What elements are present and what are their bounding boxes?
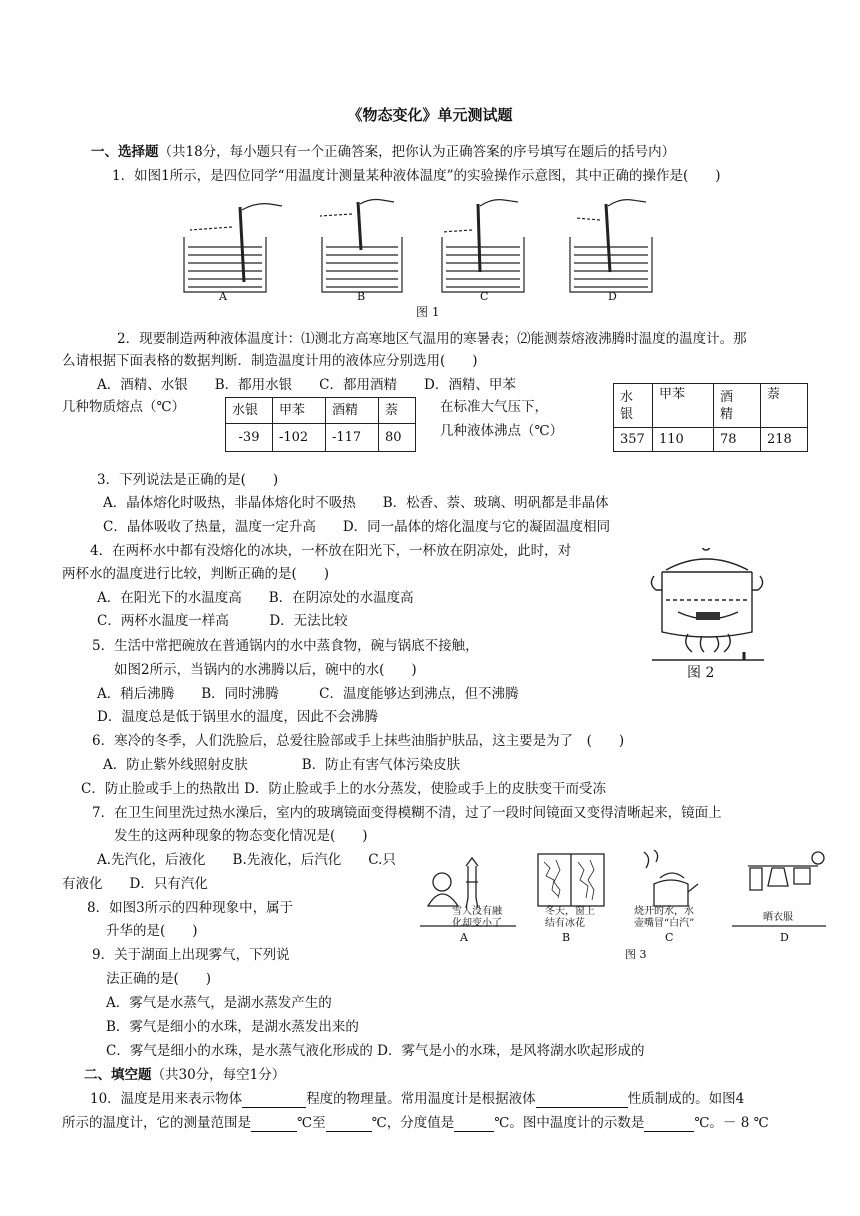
q3-stem: 3．下列说法是正确的是( ): [97, 472, 279, 488]
fig3-caption-b: 冬天，窗上 结有冰花: [545, 906, 595, 929]
melt-value: -39: [226, 424, 273, 452]
boil-header: 萘: [761, 384, 808, 428]
figure-2-steamer: [648, 548, 768, 664]
fig3-caption-c: 烧开的水，水 壶嘴冒“白汽”: [634, 906, 695, 929]
q6-options-cd: C．防止脸或手上的热散出 D．防止脸或手上的水分蒸发，使脸或手上的皮肤变干而受冻: [81, 781, 606, 797]
fig1-caption: 图 1: [416, 305, 440, 319]
melt-header: 水银: [226, 398, 273, 424]
answer-blank[interactable]: [326, 1117, 372, 1132]
section2-line: [84, 1066, 285, 1084]
q10-line1: [90, 1090, 744, 1108]
fig3-caption-a: 雪人没有融 化却变小了: [452, 906, 502, 929]
fig1-label-b: B: [357, 290, 366, 303]
figure-1: [180, 192, 660, 302]
melt-header: 萘: [379, 398, 416, 424]
q10-part: ℃。－ 8 ℃: [694, 1115, 769, 1131]
melt-value: -102: [273, 424, 326, 452]
fig3-caption: 图 3: [625, 948, 647, 961]
fig3-label-d: D: [780, 931, 789, 944]
section1-heading: 一、选择题: [91, 144, 159, 160]
q4-line1: 4．在两杯水中都有没熔化的冰块，一杯放在阳光下，一杯放在阴凉处，此时，对: [90, 543, 572, 559]
answer-blank[interactable]: [644, 1117, 694, 1132]
q8-line2: 升华的是( ): [106, 923, 198, 939]
q9-options-cd: C．雾气是细小的水珠，是水蒸气液化形成的 D．雾气是小的水珠，是风将湖水吹起形成的: [106, 1043, 645, 1059]
q2-options: A．酒精、水银 B．都用水银 C．都用酒精 D．酒精、甲苯: [97, 377, 516, 393]
melt-header: 甲苯: [273, 398, 326, 424]
fig3-label-c: C: [665, 931, 674, 944]
boil-value: 218: [761, 428, 808, 452]
boil-value: 78: [714, 428, 761, 452]
q9-option-b: B．雾气是细小的水珠，是湖水蒸发出来的: [106, 1019, 359, 1035]
q2-line1: 2．现要制造两种液体温度计：⑴测北方高寒地区气温用的寒暑表；⑵能测萘熔液沸腾时温度的温度计。那: [117, 331, 747, 347]
q10-part: ℃。图中温度计的示数是: [494, 1115, 645, 1131]
fig1-label-d: D: [608, 290, 617, 303]
q1-text: 1．如图1所示，是四位同学“用温度计测量某种液体温度”的实验操作示意图，其中正确的操作是( ): [112, 168, 721, 184]
fig2-caption: 图 2: [687, 665, 715, 681]
fig1-label-a: A: [219, 290, 227, 303]
section2-note: （共30分，每空1分）: [151, 1067, 286, 1083]
melt-header: 酒精: [326, 398, 379, 424]
q7-line1: 7．在卫生间里洗过热水澡后，室内的玻璃镜面变得模糊不清，过了一段时间镜面又变得清晰起来，镜面上: [92, 805, 722, 821]
boil-value: 357: [614, 428, 653, 452]
q10-part: 所示的温度计，它的测量范围是: [62, 1115, 251, 1131]
q7-options-1: A.先汽化，后液化 B.先液化，后汽化 C.只: [97, 852, 396, 868]
q9-line2: 法正确的是( ): [106, 971, 212, 987]
q10-part: ℃至: [297, 1115, 326, 1131]
boil-header: 甲苯: [653, 384, 714, 428]
answer-blank[interactable]: [536, 1093, 628, 1108]
page-title: 《物态变化》单元测试题: [347, 106, 513, 124]
q6-options-ab: A．防止紫外线照射皮肤 B．防止有害气体污染皮肤: [103, 757, 461, 773]
q8-line1: 8．如图3所示的四种现象中，属于: [87, 900, 294, 916]
boil-table-label-1: 在标准大气压下，: [440, 399, 548, 415]
melt-value: 80: [379, 424, 416, 452]
boil-header: 水 银: [614, 384, 653, 428]
boil-table-label-2: 几种液体沸点（℃）: [440, 423, 564, 439]
q10-part: ℃，分度值是: [371, 1115, 455, 1131]
q10-line2: [62, 1114, 769, 1132]
q5-line2: 如图2所示，当锅内的水沸腾以后，碗中的水( ): [114, 662, 417, 678]
q7-line2: 发生的这两种现象的物态变化情况是( ): [114, 828, 368, 844]
answer-blank[interactable]: [242, 1093, 306, 1108]
answer-blank[interactable]: [454, 1117, 494, 1132]
boiling-point-table: [613, 383, 808, 452]
q5-option-d: D．温度总是低于锅里水的温度，因此不会沸腾: [97, 709, 378, 725]
boil-value: 110: [653, 428, 714, 452]
q5-line1: 5．生活中常把碗放在普通锅内的水中蒸食物，碗与锅底不接触，: [92, 638, 479, 654]
q10-part: 性质制成的。如图4: [627, 1091, 745, 1107]
q2-line2: 么请根据下面表格的数据判断．制造温度计用的液体应分别选用( ): [62, 353, 478, 369]
q10-part: 10．温度是用来表示物体: [90, 1091, 243, 1107]
q4-options-ab: A．在阳光下的水温度高 B．在阴凉处的水温度高: [97, 590, 414, 606]
melt-table-label: 几种物质熔点（℃）: [62, 399, 186, 415]
fig3-caption-d: 晒衣服: [763, 912, 793, 923]
q6-stem: 6．寒冷的冬季，人们洗脸后，总爱往脸部或手上抹些油脂护肤品，这主要是为了 ( ): [92, 733, 625, 749]
fig3-label-a: A: [460, 931, 468, 944]
q10-part: 程度的物理量。常用温度计是根据液体: [306, 1091, 536, 1107]
q9-line1: 9．关于湖面上出现雾气，下列说: [92, 947, 290, 963]
melt-value: -117: [326, 424, 379, 452]
fig3-label-b: B: [562, 931, 571, 944]
q7-options-2: 有液化 D．只有汽化: [62, 876, 208, 892]
q4-line2: 两杯水的温度进行比较，判断正确的是( ): [62, 566, 330, 582]
answer-blank[interactable]: [251, 1117, 297, 1132]
q3-options-cd: C．晶体吸收了热量，温度一定升高 D．同一晶体的熔化温度与它的凝固温度相同: [103, 519, 611, 535]
section2-heading: 二、填空题: [84, 1067, 152, 1083]
q3-options-ab: A．晶体熔化时吸热，非晶体熔化时不吸热 B．松香、萘、玻璃、明矾都是非晶体: [103, 495, 609, 511]
section1-line: [91, 143, 675, 161]
melting-point-table: [225, 397, 416, 452]
q5-options-abc: A．稍后沸腾 B．同时沸腾 C．温度能够达到沸点，但不沸腾: [97, 686, 519, 702]
q4-options-cd: C．两杯水温度一样高 D．无法比较: [97, 613, 348, 629]
q9-option-a: A．雾气是水蒸气，是湖水蒸发产生的: [106, 995, 332, 1011]
fig1-label-c: C: [480, 290, 489, 303]
section1-note: （共18分，每小题只有一个正确答案，把你认为正确答案的序号填写在题后的括号内）: [158, 144, 676, 160]
boil-header: 酒 精: [714, 384, 761, 428]
